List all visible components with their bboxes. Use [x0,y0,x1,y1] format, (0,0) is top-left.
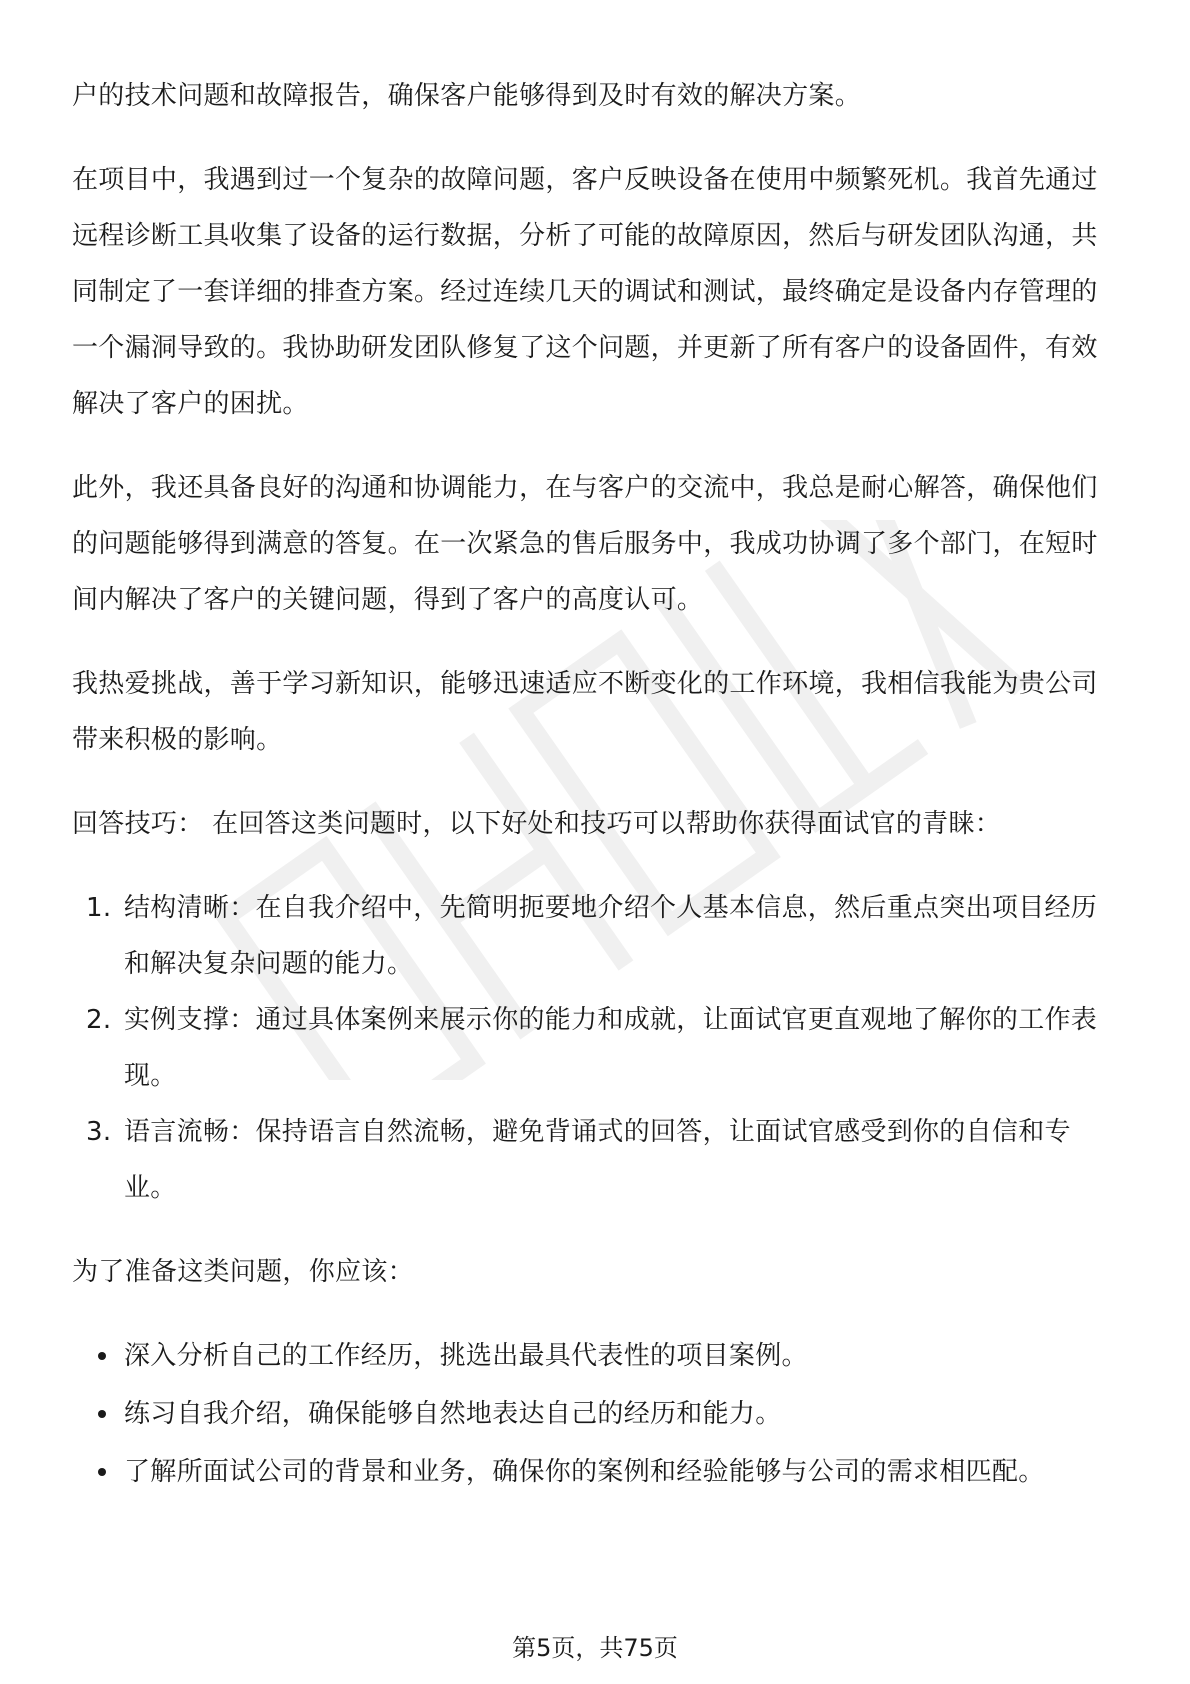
list-item-text: 深入分析自己的工作经历，挑选出最具代表性的项目案例。 [124,1341,808,1371]
paragraph-2: 在项目中，我遇到过一个复杂的故障问题，客户反映设备在使用中频繁死机。我首先通过远程诊断工具收集了设备的运行数据，分析了可能的故障原因，然后与研发团队沟通，共同制定了一套详细的排查方案。经过连续几天的调试和测试，最终确定是设备内存管理的一个漏洞导致的。我协助研发团队修复了这个问题，并更新了所有客户的设备固件，有效解决了客户的困扰。 [72,165,1098,419]
list-item-text: 实例支撑：通过具体案例来展示你的能力和成就，让面试官更直观地了解你的工作表现。 [124,1005,1098,1091]
paragraph-3: 此外，我还具备良好的沟通和协调能力，在与客户的交流中，我总是耐心解答，确保他们的问题能够得到满意的答复。在一次紧急的售后服务中，我成功协调了多个部门，在短时间内解决了客户的关键问题，得到了客户的高度认可。 [72,473,1098,615]
list-item [72,1386,1118,1442]
list-item [72,992,1118,1104]
list-number: 2. [86,1005,112,1035]
tips-list [72,880,1118,1216]
bullet-icon [98,1410,106,1418]
list-item-text: 语言流畅：保持语言自然流畅，避免背诵式的回答，让面试官感受到你的自信和专业。 [124,1117,1071,1203]
tips-intro: 回答技巧： 在回答这类问题时，以下好处和技巧可以帮助你获得面试官的青睐： [72,809,1002,839]
paragraph-1: 户的技术问题和故障报告，确保客户能够得到及时有效的解决方案。 [72,81,862,111]
prepare-intro: 为了准备这类问题，你应该： [72,1257,414,1287]
prepare-list [72,1328,1118,1500]
paragraph-4: 我热爱挑战，善于学习新知识，能够迅速适应不断变化的工作环境，我相信我能为贵公司带来积极的影响。 [72,669,1098,755]
list-item [72,880,1118,992]
list-item [72,1104,1118,1216]
bullet-icon [98,1468,106,1476]
list-item-text: 结构清晰：在自我介绍中，先简明扼要地介绍个人基本信息，然后重点突出项目经历和解决复杂问题的能力。 [124,893,1098,979]
list-item [72,1444,1118,1500]
bullet-icon [98,1352,106,1360]
list-number: 3. [86,1117,112,1147]
list-item-text: 练习自我介绍，确保能够自然地表达自己的经历和能力。 [124,1399,782,1429]
list-item [72,1328,1118,1384]
main-content [72,68,1118,1502]
page-footer: 第5页，共75页 [512,1634,678,1662]
list-number: 1. [86,893,112,923]
list-item-text: 了解所面试公司的背景和业务，确保你的案例和经验能够与公司的需求相匹配。 [124,1457,1045,1487]
